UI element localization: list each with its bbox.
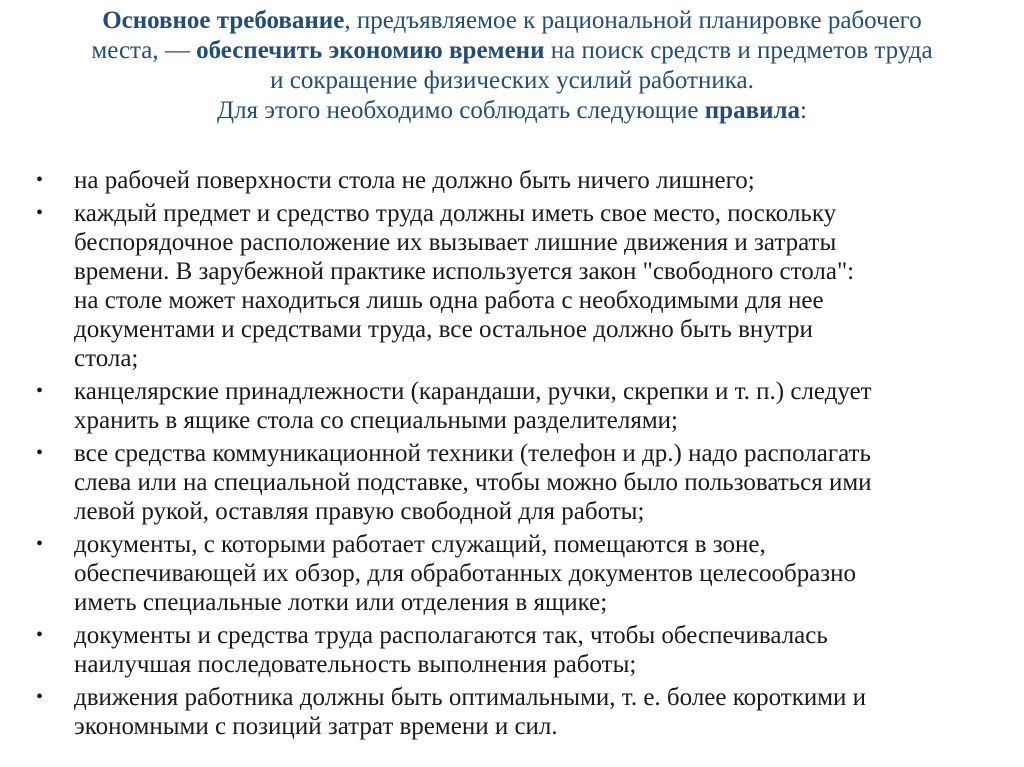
list-item	[30, 377, 1005, 435]
rule-line: документами и средствами труда, все остальное должно быть внутри	[74, 316, 813, 343]
rule-line: слева или на специальной подставке, чтобы можно было пользоваться ими	[74, 469, 872, 496]
rule-line: беспорядочное расположение их вызывает лишние движения и затраты	[74, 229, 837, 256]
heading-text: на поиск средств и предметов труда	[544, 37, 933, 64]
list-item	[30, 683, 1005, 741]
rule-line: каждый предмет и средство труда должны иметь свое место, поскольку	[74, 200, 837, 227]
rule-text	[74, 166, 1005, 195]
rule-line: хранить в ящике стола со специальными разделителями;	[74, 407, 678, 434]
rule-line: документы, с которыми работает служащий, помещаются в зоне,	[74, 531, 766, 558]
rule-line: обеспечивающей их обзор, для обработанных документов целесообразно	[74, 560, 857, 587]
rule-line: на столе может находиться лишь одна работа с необходимыми для нее	[74, 287, 824, 314]
heading-line-2	[20, 36, 1004, 66]
heading-text: :	[800, 97, 807, 124]
rule-line: стола;	[74, 345, 139, 372]
rule-text	[74, 621, 1005, 679]
heading	[20, 6, 1004, 126]
rule-line: все средства коммуникационной техники (телефон и др.) надо располагать	[74, 440, 871, 467]
bullet-icon: •	[36, 442, 44, 464]
list-item	[30, 439, 1005, 526]
rule-text	[74, 439, 1005, 526]
rule-line: документы и средства труда располагаются так, чтобы обеспечивалась	[74, 622, 828, 649]
bullet-icon: •	[36, 380, 44, 402]
rule-line: экономными с позиций затрат времени и сил.	[74, 713, 558, 740]
bullet-icon: •	[36, 169, 44, 191]
rule-line: иметь специальные лотки или отделения в ящике;	[74, 589, 608, 616]
heading-line-4	[20, 96, 1004, 126]
rule-line: наилучшая последовательность выполнения работы;	[74, 651, 637, 678]
list-item	[30, 530, 1005, 617]
list-item	[30, 166, 1005, 195]
rule-line: канцелярские принадлежности (карандаши, ручки, скрепки и т. п.) следует	[74, 378, 872, 405]
rule-text	[74, 683, 1005, 741]
rule-line: движения работника должны быть оптимальными, т. е. более короткими и	[74, 684, 867, 711]
bullet-icon: •	[36, 533, 44, 555]
rules-list	[30, 166, 1005, 745]
list-item	[30, 621, 1005, 679]
heading-text: места, —	[91, 37, 197, 64]
heading-bold-main-requirement: Основное требование	[102, 7, 345, 34]
list-item	[30, 199, 1005, 373]
heading-line-1	[20, 6, 1004, 36]
rule-text	[74, 199, 1005, 373]
heading-bold-save-time: обеспечить экономию времени	[196, 37, 545, 64]
heading-bold-rules: правила	[704, 97, 801, 124]
rule-line: на рабочей поверхности стола не должно быть ничего лишнего;	[74, 167, 755, 194]
rule-text	[74, 530, 1005, 617]
bullet-icon: •	[36, 202, 44, 224]
bullet-icon: •	[36, 624, 44, 646]
heading-line-3: и сокращение физических усилий работника.	[270, 67, 754, 94]
heading-text: Для этого необходимо соблюдать следующие	[217, 97, 705, 124]
bullet-icon: •	[36, 686, 44, 708]
heading-text: , предъявляемое к рациональной планировке рабочего	[344, 7, 922, 34]
rule-text	[74, 377, 1005, 435]
rule-line: времени. В зарубежной практике используется закон "свободного стола":	[74, 258, 855, 285]
rule-line: левой рукой, оставляя правую свободной для работы;	[74, 498, 645, 525]
